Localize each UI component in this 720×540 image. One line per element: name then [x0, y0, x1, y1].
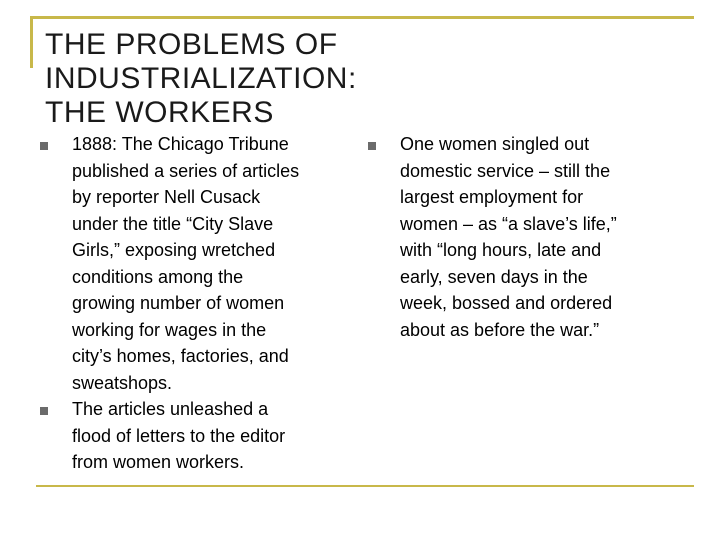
square-bullet-icon: [40, 407, 48, 415]
square-bullet-icon: [40, 142, 48, 150]
left-column: [40, 131, 345, 476]
bullet-text-line: One women singled out: [400, 134, 590, 154]
bullet-text-line: city’s homes, factories, and: [72, 346, 289, 366]
bullet-item: [40, 131, 345, 396]
bullet-text-line: week, bossed and ordered: [400, 293, 613, 313]
title-line-1: THE PROBLEMS OF: [45, 28, 338, 61]
bullet-text-line: conditions among the: [72, 266, 244, 287]
top-rule: [30, 16, 694, 19]
bullet-text-line: growing number of women: [72, 293, 285, 313]
bullet-text-line: largest employment for: [400, 187, 584, 207]
bullet-text-line: Girls,” exposing wretched: [72, 240, 276, 260]
bullet-text-line: published a series of articles: [72, 160, 300, 181]
bullet-text-line: The articles unleashed a: [72, 399, 269, 419]
bullet-text-line: working for wages in the: [72, 319, 267, 340]
bullet-text-line: under the title “City Slave: [72, 213, 274, 234]
title-line-3: THE WORKERS: [45, 96, 274, 129]
bullet-text-line: with “long hours, late and: [400, 240, 602, 260]
bullet-text-line: from women workers.: [72, 452, 245, 472]
bullet-text-line: domestic service – still the: [400, 160, 611, 181]
right-column: [368, 131, 688, 343]
slide-title: [45, 28, 357, 130]
bullet-item: [40, 396, 345, 476]
title-line-2: INDUSTRIALIZATION:: [45, 62, 357, 95]
bullet-item: [368, 131, 688, 343]
bullet-text-line: about as before the war.”: [400, 319, 600, 340]
square-bullet-icon: [368, 142, 376, 150]
bullet-text-line: women – as “a slave’s life,”: [400, 213, 617, 234]
bullet-text-line: by reporter Nell Cusack: [72, 187, 261, 207]
bullet-text-line: early, seven days in the: [400, 266, 588, 287]
bullet-text-line: 1888: The Chicago Tribune: [72, 134, 289, 154]
bullet-text-line: flood of letters to the editor: [72, 425, 286, 446]
bullet-text-line: sweatshops.: [72, 372, 173, 393]
left-rule: [30, 16, 33, 68]
bottom-rule: [36, 485, 694, 487]
